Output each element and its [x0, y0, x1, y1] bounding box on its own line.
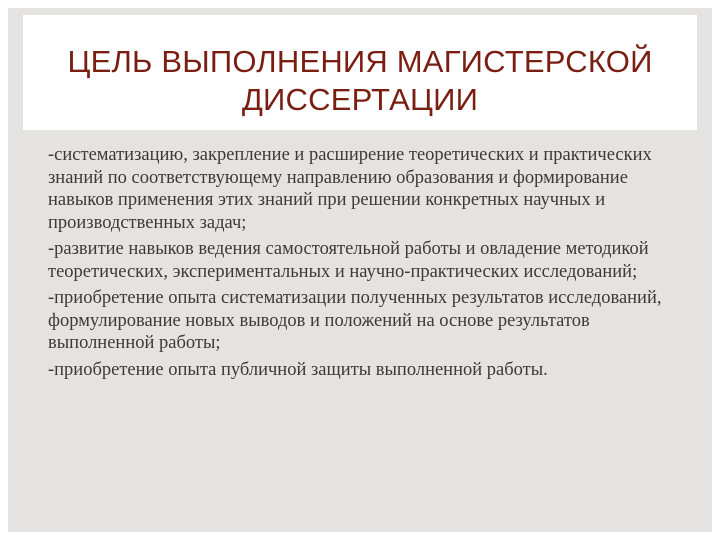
slide	[8, 8, 712, 532]
title-box	[23, 15, 697, 130]
paragraph-2: -развитие навыков ведения самостоятельной работы и овладение методикой теоретических, экспериментальных и научно-практических исследований;	[48, 239, 649, 282]
paragraph-3: -приобретение опыта систематизации полученных результатов исследований, формулирование новых выводов и положений на основе результатов выполненной работы;	[48, 288, 662, 353]
paragraph-4: -приобретение опыта публичной защиты выполненной работы.	[48, 359, 548, 380]
title-line-1: ЦЕЛЬ ВЫПОЛНЕНИЯ МАГИСТЕРСКОЙ	[67, 44, 653, 79]
paragraph-1: -систематизацию, закрепление и расширение теоретических и практических знаний по соответствующему направлению образования и формирование навыков применения этих знаний при решении конкретных научных и производственных задач;	[48, 145, 652, 233]
slide-content	[48, 144, 688, 385]
slide-title	[23, 43, 697, 119]
title-line-2: ДИССЕРТАЦИИ	[241, 82, 479, 117]
